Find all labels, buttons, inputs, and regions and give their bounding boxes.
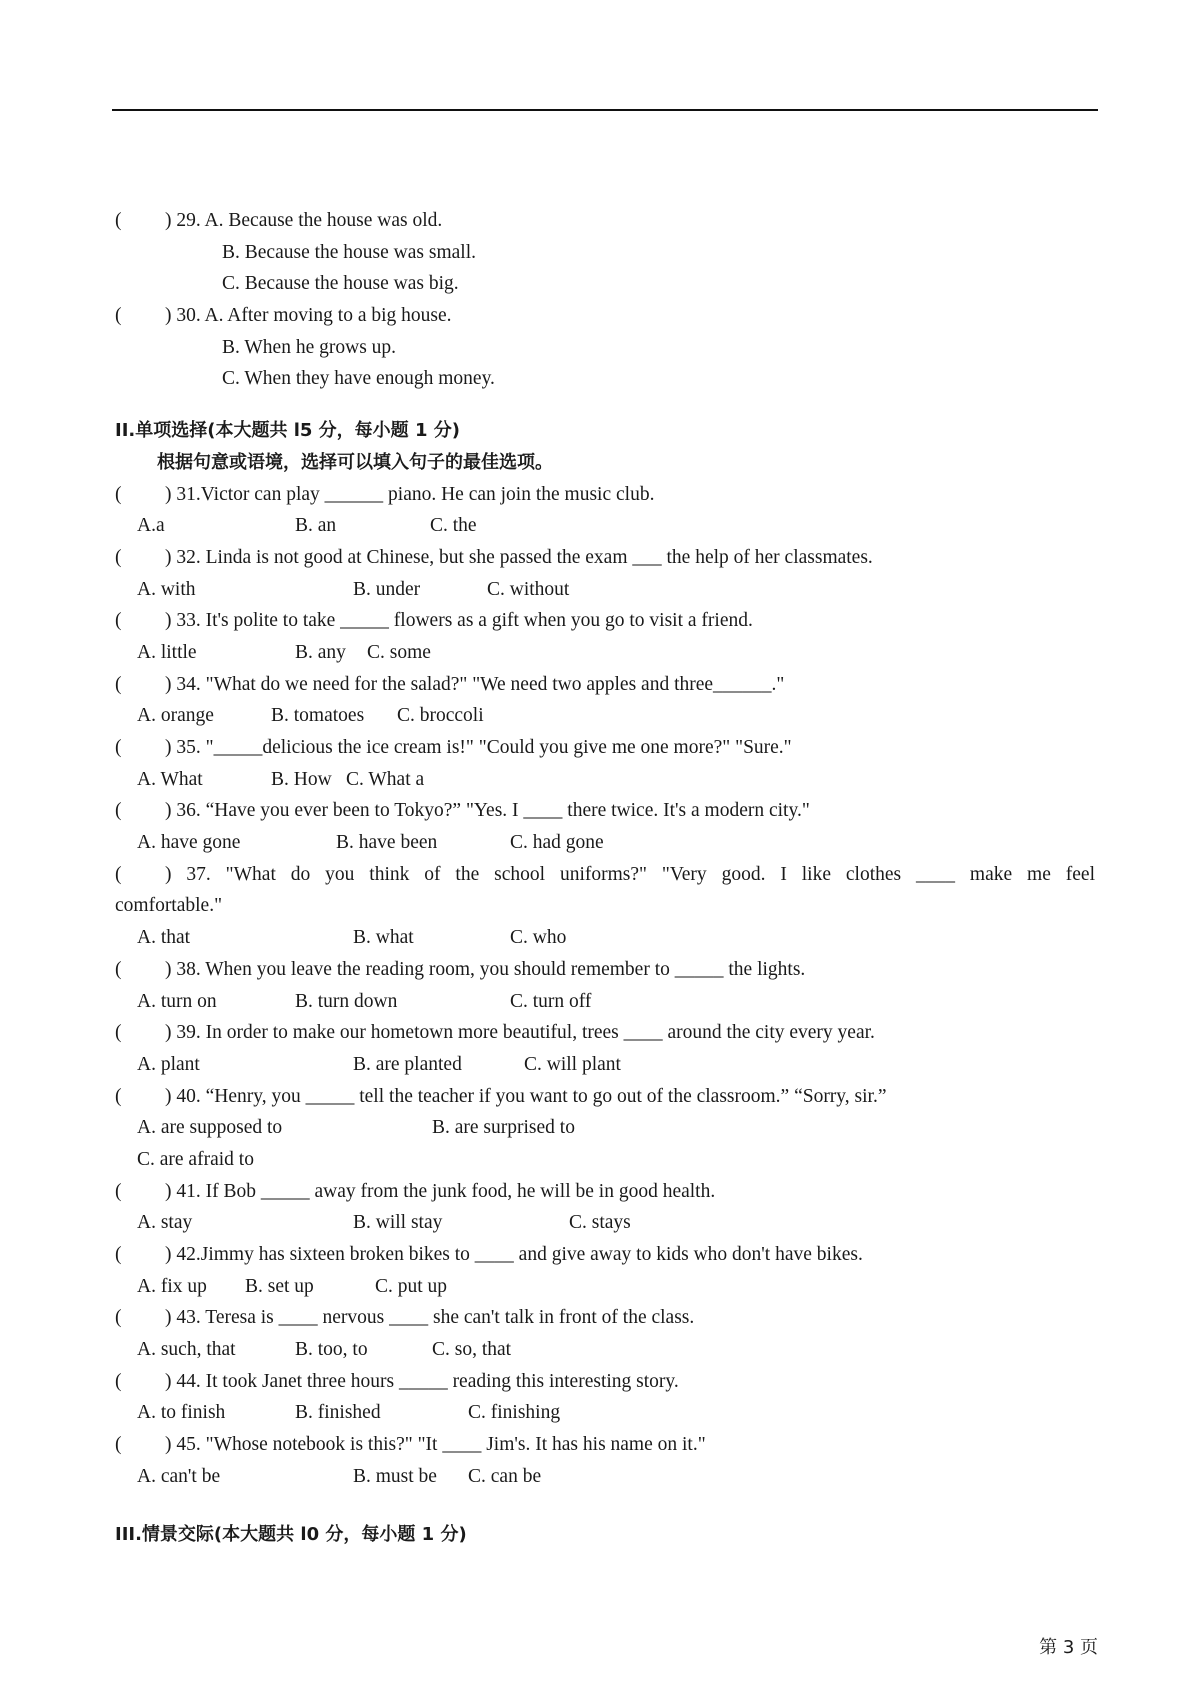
options-row (115, 764, 1095, 796)
question-stem: ) 34. "What do we need for the salad?" "We need two apples and three______." (165, 673, 785, 695)
question-39 (115, 1017, 1095, 1049)
option-b: B. How (271, 768, 332, 790)
answer-blank: ( (115, 610, 122, 632)
question-30 (115, 300, 1095, 332)
option-c: C. finishing (468, 1402, 561, 1424)
question-45 (115, 1429, 1095, 1461)
question-stem: ) 36. “Have you ever been to Tokyo?” "Yes. I ____ there twice. It's a modern city." (165, 800, 810, 822)
option-a: A. orange (137, 705, 214, 727)
option-a: A.a (137, 515, 165, 537)
option-c: C. had gone (510, 832, 604, 854)
question-stem: ) 43. Teresa is ____ nervous ____ she can't talk in front of the class. (165, 1307, 695, 1329)
answer-blank: ( (115, 737, 122, 758)
question-stem: ) 40. “Henry, you _____ tell the teacher if you want to go out of the classroom.” “Sorry, sir.” (165, 1085, 887, 1107)
options-row (115, 574, 1095, 606)
option-b: B. have been (336, 832, 438, 854)
option-a: A. such, that (137, 1339, 236, 1361)
option-b: B. will stay (353, 1212, 443, 1234)
option-b: B. any (295, 641, 346, 663)
option-b: B. finished (295, 1402, 381, 1424)
option-c: C. broccoli (397, 705, 484, 727)
options-row (115, 1334, 1095, 1366)
question-41 (115, 1176, 1095, 1208)
option-a: A. are supposed to (137, 1117, 283, 1139)
options-row (115, 827, 1095, 859)
section-3-title: III.情景交际(本大题共 l0 分，每小题 1 分) (115, 1523, 467, 1545)
option-c: C. turn off (510, 990, 592, 1012)
question-31 (115, 479, 1095, 511)
option-a: A. can't be (137, 1465, 221, 1487)
option-a: A. have gone (137, 832, 241, 854)
option-a: A. to finish (137, 1402, 226, 1424)
question-stem-continued: comfortable." (115, 895, 223, 917)
answer-blank: ( (115, 800, 122, 822)
answer-blank: ( (115, 546, 122, 568)
answer-blank: ( (115, 1434, 122, 1456)
option-a: A. with (137, 578, 196, 600)
answer-blank: ( (115, 1307, 122, 1329)
answer-blank: ( (115, 673, 122, 695)
question-33 (115, 605, 1095, 637)
options-row (115, 1112, 1095, 1144)
question-stem: ) 29. A. Because the house was old. (165, 210, 443, 231)
answer-blank: ( (115, 1022, 122, 1044)
question-stem: ) 41. If Bob _____ away from the junk food, he will be in good health. (165, 1180, 716, 1202)
page-number: 第 3 页 (1039, 1637, 1098, 1658)
option-c: C. without (487, 578, 570, 600)
question-stem: ) 38. When you leave the reading room, you should remember to _____ the lights. (165, 958, 806, 980)
option-b: B. Because the house was small. (222, 241, 476, 263)
option-c: C. are afraid to (137, 1148, 254, 1170)
answer-blank: ( (115, 483, 122, 505)
question-36 (115, 795, 1095, 827)
answer-blank: ( (115, 210, 122, 231)
options-row (115, 1207, 1095, 1239)
question-stem: ) 39. In order to make our hometown more beautiful, trees ____ around the city every year. (165, 1022, 875, 1044)
question-stem: ) 30. A. After moving to a big house. (165, 305, 452, 327)
option-a: A. What (137, 768, 203, 790)
options-row (115, 510, 1095, 542)
question-stem: ) 37. "What do you think of the school uniforms?" "Very good. I like clothes ____ make me feel (165, 863, 1095, 885)
question-stem: ) 42.Jimmy has sixteen broken bikes to ____ and give away to kids who don't have bikes. (165, 1244, 863, 1265)
page-content (115, 205, 1095, 1550)
question-37 (115, 859, 1095, 891)
question-29 (115, 205, 1095, 237)
options-row (115, 1271, 1095, 1303)
section-2-instruction: 根据句意或语境，选择可以填入句子的最佳选项。 (157, 451, 553, 473)
option-b: B. must be (353, 1465, 437, 1487)
option-b: B. set up (245, 1275, 314, 1297)
question-32 (115, 542, 1095, 574)
option-a: A. little (137, 641, 197, 663)
option-b: B. tomatoes (271, 705, 365, 727)
answer-blank: ( (115, 863, 122, 885)
option-b: B. are surprised to (432, 1117, 575, 1139)
header-rule (112, 109, 1098, 111)
options-row (115, 922, 1095, 954)
option-c: C. so, that (432, 1339, 512, 1361)
option-a: A. stay (137, 1212, 193, 1234)
question-44 (115, 1366, 1095, 1398)
option-b: B. too, to (295, 1339, 368, 1361)
answer-blank: ( (115, 1370, 122, 1392)
option-b: B. an (295, 515, 337, 537)
options-row (115, 1144, 1095, 1176)
question-stem: ) 31.Victor can play ______ piano. He can join the music club. (165, 483, 655, 505)
option-c: C. will plant (524, 1053, 621, 1075)
question-stem: ) 35. "_____delicious the ice cream is!" "Could you give me one more?" "Sure." (165, 737, 792, 758)
options-row (115, 986, 1095, 1018)
question-stem: ) 44. It took Janet three hours _____ reading this interesting story. (165, 1370, 679, 1392)
option-a: A. turn on (137, 990, 217, 1012)
answer-blank: ( (115, 1244, 122, 1265)
option-a: A. fix up (137, 1275, 207, 1297)
option-b: B. are planted (353, 1053, 462, 1075)
option-b: B. what (353, 927, 414, 949)
option-b: B. turn down (295, 990, 398, 1012)
option-c: C. who (510, 927, 567, 949)
question-40 (115, 1081, 1095, 1113)
question-stem: ) 45. "Whose notebook is this?" "It ____ Jim's. It has his name on it." (165, 1434, 706, 1456)
question-stem: ) 33. It's polite to take _____ flowers as a gift when you go to visit a friend. (165, 610, 753, 632)
question-list (115, 479, 1095, 1493)
option-c: C. put up (375, 1275, 448, 1297)
options-row (115, 1049, 1095, 1081)
answer-blank: ( (115, 1085, 122, 1107)
option-c: C. What a (346, 768, 425, 790)
option-b: B. When he grows up. (222, 336, 397, 358)
options-row (115, 700, 1095, 732)
question-42 (115, 1239, 1095, 1271)
option-a: A. that (137, 927, 191, 949)
option-a: A. plant (137, 1053, 200, 1075)
options-row (115, 1461, 1095, 1493)
option-c: C. some (367, 641, 431, 663)
question-35 (115, 732, 1095, 764)
answer-blank: ( (115, 1180, 122, 1202)
options-row (115, 637, 1095, 669)
question-34 (115, 669, 1095, 701)
option-c: C. can be (468, 1465, 542, 1487)
answer-blank: ( (115, 305, 122, 327)
option-b: B. under (353, 578, 421, 600)
options-row (115, 1397, 1095, 1429)
section-2-title: II.单项选择(本大题共 l5 分，每小题 1 分) (115, 420, 460, 442)
question-stem: ) 32. Linda is not good at Chinese, but she passed the exam ___ the help of her classmates. (165, 546, 873, 568)
question-43 (115, 1302, 1095, 1334)
question-38 (115, 954, 1095, 986)
option-c: C. Because the house was big. (222, 273, 459, 295)
option-c: C. stays (569, 1212, 631, 1234)
answer-blank: ( (115, 958, 122, 980)
option-c: C. the (430, 515, 477, 537)
option-c: C. When they have enough money. (222, 368, 495, 390)
